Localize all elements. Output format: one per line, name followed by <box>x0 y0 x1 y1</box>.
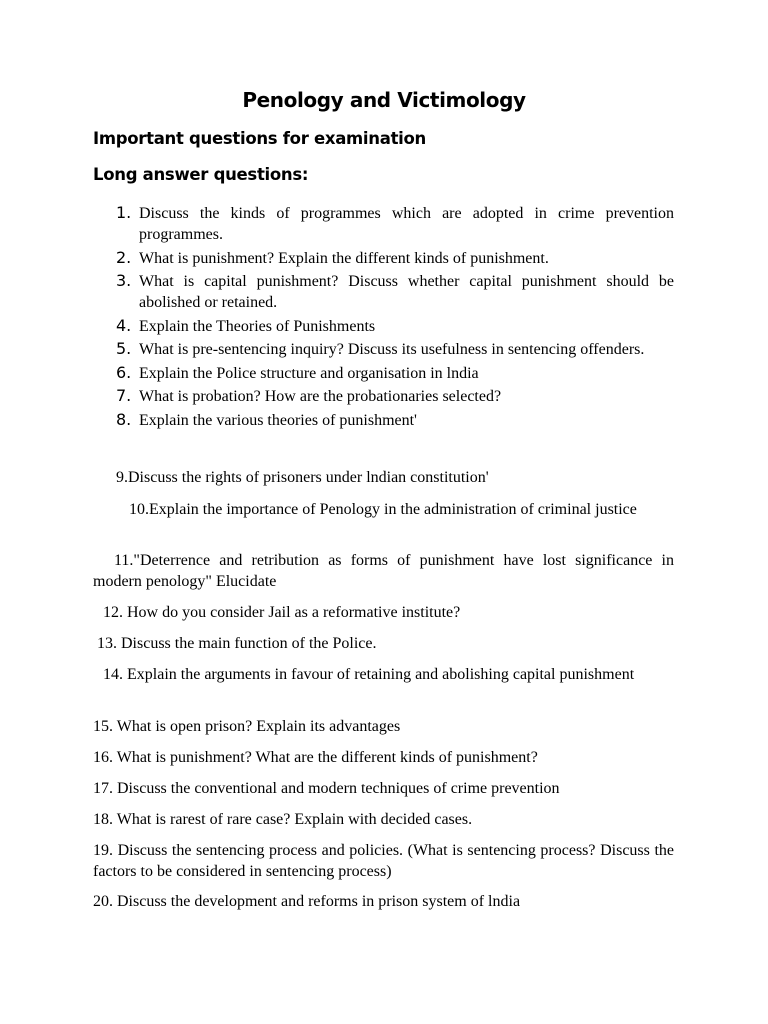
document-title: Penology and Victimology <box>242 88 526 112</box>
list-item-number: 1. <box>116 203 132 222</box>
list-item-text: Explain the various theories of punishment' <box>139 411 417 429</box>
list-item-number: 7. <box>116 386 132 405</box>
list-item <box>116 271 674 313</box>
question-paragraph: 17. Discuss the conventional and modern techniques of crime prevention <box>93 780 560 797</box>
list-item-number: 4. <box>116 315 132 335</box>
list-item-text: What is pre-sentencing inquiry? Discuss its usefulness in sentencing offenders. <box>139 341 645 358</box>
list-item <box>116 362 674 384</box>
list-item-text: Discuss the kinds of programmes which are adopted in crime prevention programmes. <box>139 205 674 243</box>
question-paragraph: 12. How do you consider Jail as a reformative institute? <box>103 604 461 621</box>
list-item <box>116 386 674 407</box>
list-item-number: 3. <box>116 271 132 290</box>
question-paragraph: 14. Explain the arguments in favour of retaining and abolishing capital punishment <box>103 666 635 683</box>
list-item-number: 6. <box>116 362 132 382</box>
question-paragraph: 10.Explain the importance of Penology in the administration of criminal justice <box>129 501 637 518</box>
list-item <box>116 409 674 431</box>
list-item <box>116 247 674 269</box>
section-heading: Long answer questions: <box>93 165 309 184</box>
list-item-number: 5. <box>116 339 132 358</box>
question-paragraph: 13. Discuss the main function of the Police. <box>97 635 377 652</box>
list-item-text: Explain the Police structure and organisation in lndia <box>139 364 479 382</box>
list-item-text: What is punishment? Explain the different kinds of punishment. <box>139 249 549 267</box>
list-item-text: Explain the Theories of Punishments <box>139 317 376 335</box>
question-paragraph: 19. Discuss the sentencing process and policies. (What is sentencing process? Discuss the factors to be considered in sentencing process) <box>93 842 674 880</box>
question-paragraph: 16. What is punishment? What are the different kinds of punishment? <box>93 749 538 766</box>
list-item <box>116 315 674 337</box>
question-paragraph: 15. What is open prison? Explain its advantages <box>93 718 401 735</box>
list-item-number: 8. <box>116 409 132 429</box>
subtitle-heading: Important questions for examination <box>93 129 426 148</box>
list-item-text: What is probation? How are the probationaries selected? <box>139 388 502 405</box>
question-paragraph: 20. Discuss the development and reforms in prison system of lndia <box>93 893 521 910</box>
list-item <box>116 339 674 360</box>
list-item-number: 2. <box>116 247 132 267</box>
question-paragraph: 9.Discuss the rights of prisoners under lndian constitution' <box>116 469 489 486</box>
question-paragraph: 11."Deterrence and retribution as forms of punishment have lost significance in modern penology" Elucidate <box>93 552 674 590</box>
numbered-question-list <box>0 203 768 433</box>
list-item-text: What is capital punishment? Discuss whether capital punishment should be abolished or retained. <box>139 273 674 311</box>
question-paragraph: 18. What is rarest of rare case? Explain with decided cases. <box>93 811 473 828</box>
list-item <box>116 203 674 245</box>
